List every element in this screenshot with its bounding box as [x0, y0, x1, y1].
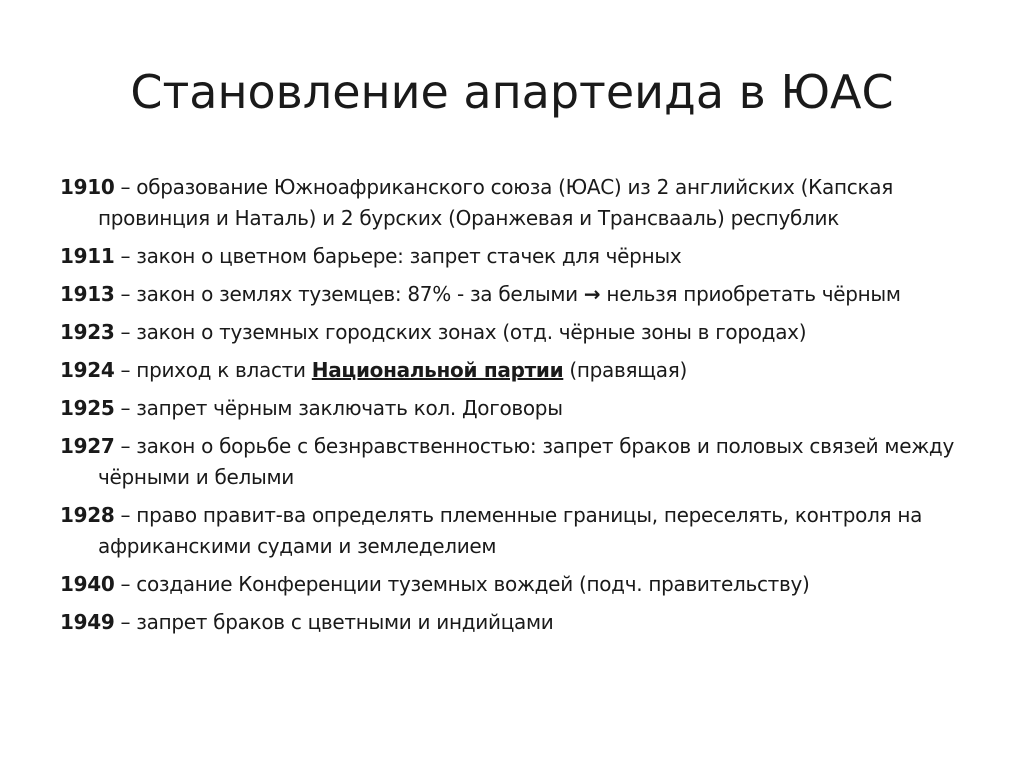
entry-text: запрет браков с цветными и индийцами — [136, 610, 554, 634]
entry-text-continued: нельзя приобретать чёрным — [606, 282, 901, 306]
arrow-right-icon: → — [583, 282, 601, 306]
entry-year: 1923 — [60, 320, 115, 344]
timeline-entry-1927 — [60, 431, 990, 493]
party-name-emphasis: Национальной партии — [311, 358, 564, 382]
timeline-entry-1910 — [60, 172, 990, 234]
timeline-entry-1924 — [60, 355, 990, 386]
entry-year: 1925 — [60, 396, 115, 420]
entry-text: закон о борьбе с безнравственностью: запрет браков и половых связей между чёрными и белыми — [98, 434, 954, 489]
timeline-entry-1925 — [60, 393, 990, 424]
slide-title: Становление апартеида в ЮАС — [130, 65, 894, 119]
entry-separator: – — [114, 244, 137, 268]
entry-separator: – — [114, 610, 137, 634]
timeline-entry-1949 — [60, 607, 990, 638]
entry-text: запрет чёрным заключать кол. Договоры — [136, 396, 563, 420]
entry-text: приход к власти — [136, 358, 306, 382]
timeline-list — [60, 172, 990, 645]
entry-year: 1949 — [60, 610, 115, 634]
entry-year: 1924 — [60, 358, 115, 382]
entry-year: 1913 — [60, 282, 115, 306]
entry-separator: – — [114, 358, 137, 382]
timeline-entry-1913 — [60, 279, 990, 310]
timeline-entry-1940 — [60, 569, 990, 600]
entry-year: 1927 — [60, 434, 115, 458]
entry-separator: – — [114, 396, 137, 420]
entry-year: 1928 — [60, 503, 115, 527]
entry-year: 1940 — [60, 572, 115, 596]
entry-year: 1911 — [60, 244, 115, 268]
entry-text: право правит-ва определять племенные границы, переселять, контроля на африканскими судами и земледелием — [98, 503, 923, 558]
entry-separator: – — [114, 434, 137, 458]
entry-separator: – — [114, 282, 137, 306]
entry-text: закон о туземных городских зонах (отд. чёрные зоны в городах) — [136, 320, 807, 344]
entry-separator: – — [114, 175, 137, 199]
entry-separator: – — [114, 572, 137, 596]
entry-text: образование Южноафриканского союза (ЮАС) из 2 английских (Капская провинция и Наталь) и 2 бурских (Оранжевая и Трансвааль) республик — [98, 175, 893, 230]
timeline-entry-1911 — [60, 241, 990, 272]
timeline-entry-1923 — [60, 317, 990, 348]
entry-text: закон о землях туземцев: 87% - за белыми — [136, 282, 578, 306]
entry-text: закон о цветном барьере: запрет стачек для чёрных — [136, 244, 682, 268]
entry-separator: – — [114, 320, 137, 344]
entry-separator: – — [114, 503, 137, 527]
entry-text: создание Конференции туземных вождей (подч. правительству) — [136, 572, 810, 596]
entry-text-continued: (правящая) — [569, 358, 687, 382]
entry-year: 1910 — [60, 175, 115, 199]
timeline-entry-1928 — [60, 500, 990, 562]
